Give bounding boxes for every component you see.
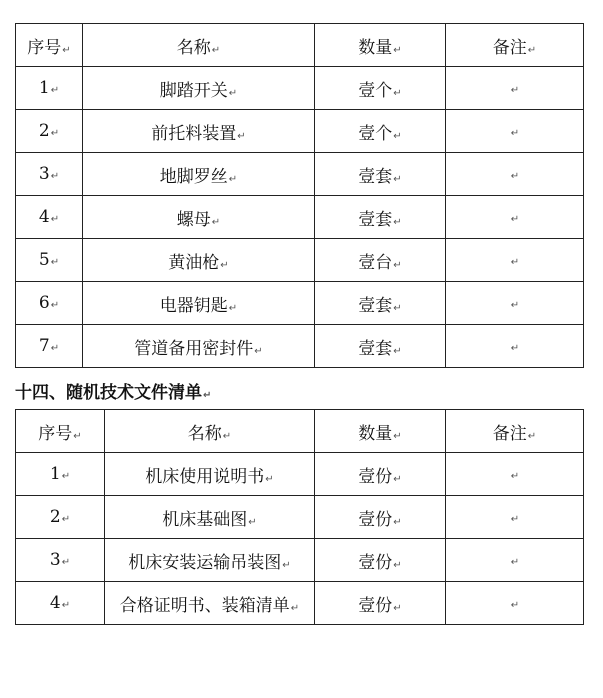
paragraph-mark-icon: ↵ — [393, 173, 402, 185]
cell-text: 机床安装运输吊装图 — [128, 552, 282, 573]
paragraph-mark-icon: ↵ — [510, 300, 520, 311]
cell-no — [16, 539, 105, 582]
cell-text: 4 — [38, 207, 50, 227]
accessories-table — [15, 23, 584, 368]
cell-name — [83, 67, 315, 110]
table-header-row — [16, 410, 584, 453]
cell-no — [16, 496, 105, 539]
paragraph-mark-icon: ↵ — [73, 430, 82, 442]
cell-name — [83, 239, 315, 282]
cell-text: 1 — [49, 464, 61, 484]
header-cell-qty — [315, 24, 446, 67]
cell-text: 2 — [49, 507, 61, 527]
cell-text: 3 — [49, 550, 61, 570]
cell-text: 地脚罗丝 — [159, 166, 228, 187]
cell-note — [446, 539, 584, 582]
cell-text: 2 — [38, 121, 50, 141]
cell-qty — [315, 582, 446, 625]
cell-qty — [315, 67, 446, 110]
cell-name — [83, 110, 315, 153]
cell-text: 4 — [49, 593, 61, 613]
paragraph-mark-icon: ↵ — [228, 87, 238, 99]
table-row — [16, 67, 584, 110]
paragraph-mark-icon: ↵ — [393, 302, 402, 314]
cell-name — [83, 196, 315, 239]
table-row — [16, 325, 584, 368]
table-row — [16, 582, 584, 625]
cell-text: 壹台 — [358, 252, 393, 273]
cell-qty — [315, 196, 446, 239]
paragraph-mark-icon: ↵ — [393, 516, 402, 528]
paragraph-mark-icon: ↵ — [393, 345, 402, 357]
paragraph-mark-icon: ↵ — [61, 557, 71, 568]
paragraph-mark-icon: ↵ — [393, 216, 402, 228]
cell-text: 6 — [38, 293, 50, 313]
paragraph-mark-icon: ↵ — [510, 128, 520, 139]
paragraph-mark-icon: ↵ — [211, 216, 221, 228]
cell-text: 机床使用说明书 — [145, 466, 265, 487]
paragraph-mark-icon: ↵ — [254, 345, 263, 357]
cell-text: 黄油枪 — [168, 252, 220, 273]
paragraph-mark-icon: ↵ — [393, 87, 402, 99]
paragraph-mark-icon: ↵ — [50, 128, 60, 139]
cell-qty — [315, 453, 446, 496]
cell-text: 壹套 — [358, 209, 393, 230]
header-label: 数量 — [358, 423, 393, 444]
cell-note — [446, 67, 584, 110]
paragraph-mark-icon: ↵ — [222, 430, 232, 442]
paragraph-mark-icon: ↵ — [50, 85, 60, 96]
cell-name — [105, 496, 315, 539]
cell-qty — [315, 325, 446, 368]
cell-no — [16, 153, 83, 196]
paragraph-mark-icon: ↵ — [510, 557, 520, 568]
header-cell-note — [446, 410, 584, 453]
paragraph-mark-icon: ↵ — [50, 214, 60, 225]
table-row — [16, 539, 584, 582]
header-label: 名称 — [176, 37, 211, 58]
paragraph-mark-icon: ↵ — [50, 171, 60, 182]
cell-text: 7 — [38, 336, 50, 356]
paragraph-mark-icon: ↵ — [237, 130, 246, 142]
cell-qty — [315, 282, 446, 325]
paragraph-mark-icon: ↵ — [393, 44, 402, 56]
paragraph-mark-icon: ↵ — [510, 171, 520, 182]
paragraph-mark-icon: ↵ — [393, 473, 402, 485]
paragraph-mark-icon: ↵ — [61, 471, 71, 482]
table-row — [16, 453, 584, 496]
cell-name — [83, 153, 315, 196]
header-cell-no — [16, 24, 83, 67]
paragraph-mark-icon: ↵ — [228, 302, 238, 314]
header-label: 备注 — [492, 423, 527, 444]
cell-qty — [315, 153, 446, 196]
paragraph-mark-icon: ↵ — [510, 514, 520, 525]
cell-name — [105, 453, 315, 496]
header-cell-note — [446, 24, 584, 67]
paragraph-mark-icon: ↵ — [393, 602, 402, 614]
cell-text: 脚踏开关 — [159, 80, 228, 101]
cell-text: 壹个 — [358, 123, 393, 144]
paragraph-mark-icon: ↵ — [393, 430, 402, 442]
cell-text: 3 — [38, 164, 50, 184]
paragraph-mark-icon: ↵ — [393, 259, 402, 271]
cell-text: 5 — [38, 250, 50, 270]
cell-name — [105, 582, 315, 625]
cell-note — [446, 325, 584, 368]
paragraph-mark-icon: ↵ — [62, 44, 71, 56]
cell-text: 壹个 — [358, 80, 393, 101]
paragraph-mark-icon: ↵ — [510, 471, 520, 482]
cell-note — [446, 582, 584, 625]
cell-text: 壹份 — [358, 552, 393, 573]
cell-text: 电器钥匙 — [159, 295, 228, 316]
cell-qty — [315, 110, 446, 153]
cell-no — [16, 325, 83, 368]
cell-note — [446, 153, 584, 196]
table-row — [16, 196, 584, 239]
header-label: 数量 — [358, 37, 393, 58]
paragraph-mark-icon: ↵ — [211, 44, 221, 56]
paragraph-mark-icon: ↵ — [527, 430, 537, 442]
cell-text: 壹份 — [358, 509, 393, 530]
paragraph-mark-icon: ↵ — [220, 259, 229, 271]
paragraph-mark-icon: ↵ — [510, 600, 520, 611]
cell-text: 壹套 — [358, 295, 393, 316]
paragraph-mark-icon: ↵ — [393, 559, 402, 571]
paragraph-mark-icon: ↵ — [61, 600, 71, 611]
cell-text: 壹套 — [358, 338, 393, 359]
technical-documents-table — [15, 409, 584, 625]
section-heading — [15, 378, 211, 403]
table-row — [16, 282, 584, 325]
cell-text: 前托料装置 — [151, 123, 237, 144]
section-title-text: 十四、随机技术文件清单 — [15, 383, 202, 403]
cell-note — [446, 196, 584, 239]
cell-note — [446, 453, 584, 496]
header-cell-no — [16, 410, 105, 453]
cell-no — [16, 453, 105, 496]
cell-name — [83, 325, 315, 368]
header-label: 备注 — [492, 37, 527, 58]
header-label: 名称 — [187, 423, 222, 444]
cell-text: 合格证明书、装箱清单 — [119, 595, 290, 616]
paragraph-mark-icon: ↵ — [510, 257, 520, 268]
cell-text: 壹份 — [358, 595, 393, 616]
cell-no — [16, 239, 83, 282]
cell-qty — [315, 496, 446, 539]
cell-text: 壹份 — [358, 466, 393, 487]
paragraph-mark-icon: ↵ — [50, 257, 60, 268]
cell-note — [446, 239, 584, 282]
paragraph-mark-icon: ↵ — [290, 602, 300, 614]
paragraph-mark-icon: ↵ — [510, 343, 520, 354]
cell-name — [83, 282, 315, 325]
cell-note — [446, 496, 584, 539]
cell-note — [446, 282, 584, 325]
table-row — [16, 110, 584, 153]
paragraph-mark-icon: ↵ — [50, 300, 60, 311]
paragraph-mark-icon: ↵ — [228, 173, 238, 185]
cell-text: 1 — [38, 78, 50, 98]
paragraph-mark-icon: ↵ — [393, 130, 402, 142]
paragraph-mark-icon: ↵ — [248, 516, 257, 528]
cell-no — [16, 67, 83, 110]
paragraph-mark-icon: ↵ — [61, 514, 71, 525]
header-label: 序号 — [27, 37, 62, 58]
table-row — [16, 153, 584, 196]
paragraph-mark-icon: ↵ — [510, 85, 520, 96]
table-row — [16, 239, 584, 282]
header-cell-qty — [315, 410, 446, 453]
cell-qty — [315, 539, 446, 582]
cell-text: 管道备用密封件 — [134, 338, 254, 359]
cell-text: 壹套 — [358, 166, 393, 187]
paragraph-mark-icon: ↵ — [50, 343, 60, 354]
header-cell-name — [105, 410, 315, 453]
paragraph-mark-icon: ↵ — [203, 390, 212, 401]
cell-name — [105, 539, 315, 582]
table-row — [16, 496, 584, 539]
cell-no — [16, 282, 83, 325]
header-label: 序号 — [38, 423, 73, 444]
paragraph-mark-icon: ↵ — [527, 44, 537, 56]
cell-no — [16, 582, 105, 625]
paragraph-mark-icon: ↵ — [510, 214, 520, 225]
cell-no — [16, 110, 83, 153]
table-header-row — [16, 24, 584, 67]
cell-no — [16, 196, 83, 239]
cell-qty — [315, 239, 446, 282]
header-cell-name — [83, 24, 315, 67]
paragraph-mark-icon: ↵ — [265, 473, 274, 485]
cell-note — [446, 110, 584, 153]
cell-text: 机床基础图 — [162, 509, 248, 530]
paragraph-mark-icon: ↵ — [282, 559, 291, 571]
cell-text: 螺母 — [176, 209, 211, 230]
